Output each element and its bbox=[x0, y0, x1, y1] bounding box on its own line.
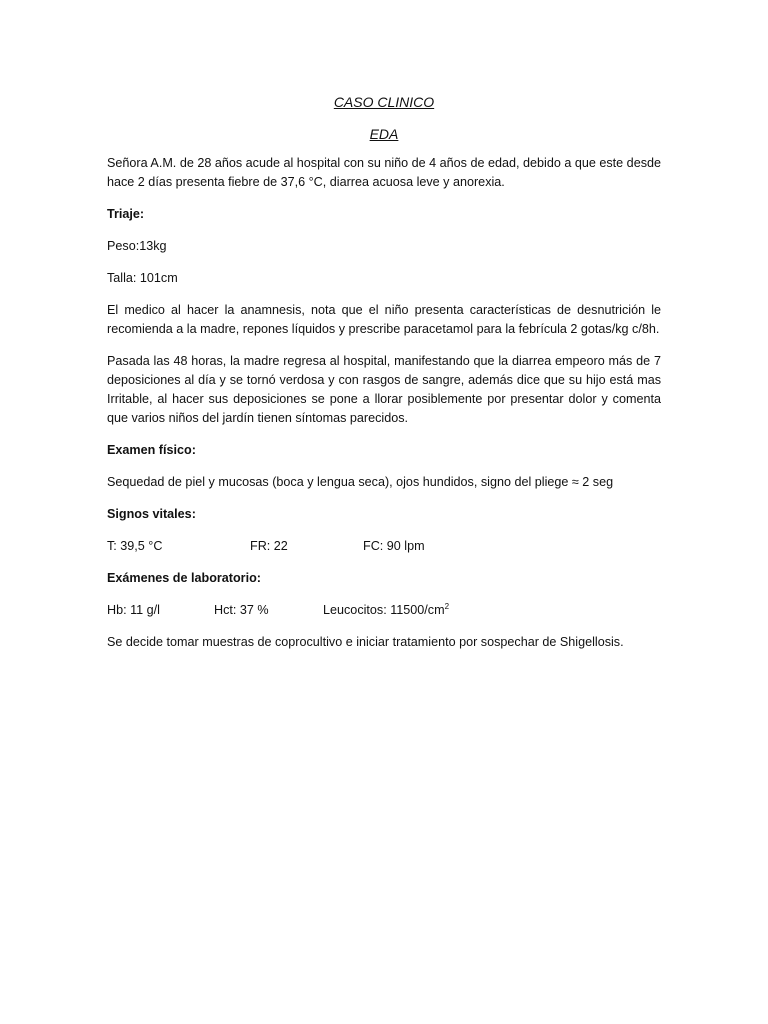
lab-hematocrit: Hct: 37 % bbox=[214, 603, 269, 617]
exam-heading: Examen físico: bbox=[107, 443, 196, 457]
intro-paragraph: Señora A.M. de 28 años acude al hospital con su niño de 4 años de edad, debido a que este desde hace 2 días presenta fiebre de 37,6 °C, diarrea acuosa leve y anorexia. bbox=[107, 156, 661, 189]
document-body bbox=[107, 92, 661, 665]
document-title: CASO CLINICO bbox=[333, 94, 435, 110]
document-subtitle: EDA bbox=[369, 126, 399, 142]
labs-row bbox=[107, 601, 661, 620]
height-line: Talla: 101cm bbox=[107, 271, 178, 285]
lab-leukocytes bbox=[323, 601, 449, 620]
triage-heading: Triaje: bbox=[107, 207, 145, 221]
labs-heading: Exámenes de laboratorio: bbox=[107, 571, 261, 585]
weight-line: Peso:13kg bbox=[107, 239, 167, 253]
lab-leukocytes-superscript: 2 bbox=[444, 602, 450, 611]
conclusion-paragraph: Se decide tomar muestras de coprocultivo e iniciar tratamiento por sospechar de Shigellosis. bbox=[107, 635, 624, 649]
followup-paragraph: Pasada las 48 horas, la madre regresa al hospital, manifestando que la diarrea empeoro más de 7 deposiciones al día y se tornó verdosa y con rasgos de sangre, además dice que su hijo está mas Irritable, al hacer sus deposiciones se pone a llorar posiblemente por presentar dolor y comenta que varios niños del jardín tienen síntomas parecidos. bbox=[107, 354, 661, 425]
vital-heart-rate: FC: 90 lpm bbox=[363, 539, 425, 553]
vital-respiratory-rate: FR: 22 bbox=[250, 539, 288, 553]
lab-hemoglobin: Hb: 11 g/l bbox=[107, 603, 160, 617]
anamnesis-paragraph: El medico al hacer la anamnesis, nota que el niño presenta características de desnutrición le recomienda a la madre, repones líquidos y prescribe paracetamol para la febrícula 2 gotas/kg c/8h. bbox=[107, 303, 661, 336]
vitals-heading: Signos vitales: bbox=[107, 507, 196, 521]
exam-text: Sequedad de piel y mucosas (boca y lengua seca), ojos hundidos, signo del pliege ≈ 2 seg bbox=[107, 475, 614, 489]
vital-temperature: T: 39,5 °C bbox=[107, 539, 163, 553]
lab-leukocytes-text: Leucocitos: 11500/cm bbox=[323, 603, 445, 617]
vitals-row bbox=[107, 537, 661, 556]
